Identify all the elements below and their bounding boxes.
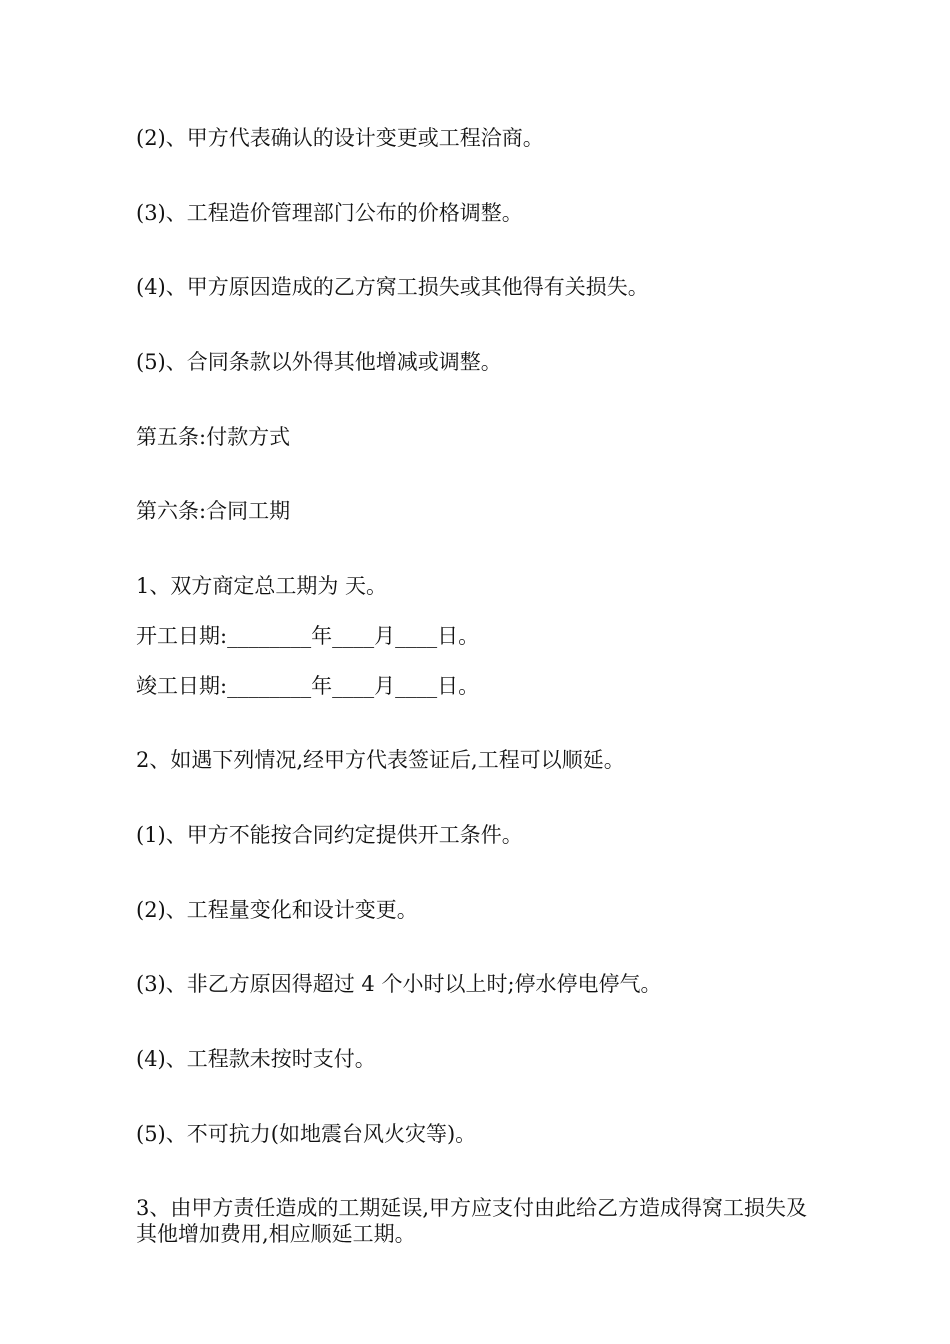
completion-date-line: 竣工日期:________年____月____日。 <box>136 674 480 698</box>
clause-paragraph: 3、由甲方责任造成的工期延误,甲方应支付由此给乙方造成得窝工损失及其他增加费用,相应顺延工期。 <box>136 1196 808 1246</box>
clause-line: (3)、工程造价管理部门公布的价格调整。 <box>136 201 523 225</box>
clause-line: (2)、甲方代表确认的设计变更或工程洽商。 <box>136 126 544 150</box>
clause-line: (2)、工程量变化和设计变更。 <box>136 898 418 922</box>
clause-line: 1、双方商定总工期为 天。 <box>136 574 388 598</box>
clause-line: (1)、甲方不能按合同约定提供开工条件。 <box>136 823 523 847</box>
clause-line: 2、如遇下列情况,经甲方代表签证后,工程可以顺延。 <box>136 748 625 772</box>
clause-line: (3)、非乙方原因得超过 4 个小时以上时;停水停电停气。 <box>136 972 662 996</box>
article-heading: 第五条:付款方式 <box>136 425 291 449</box>
clause-line: (5)、合同条款以外得其他增减或调整。 <box>136 350 502 374</box>
article-heading: 第六条:合同工期 <box>136 499 291 523</box>
clause-line: (4)、甲方原因造成的乙方窝工损失或其他得有关损失。 <box>136 275 649 299</box>
start-date-line: 开工日期:________年____月____日。 <box>136 624 480 648</box>
clause-line: (5)、不可抗力(如地震台风火灾等)。 <box>136 1122 477 1146</box>
clause-line: (4)、工程款未按时支付。 <box>136 1047 376 1071</box>
